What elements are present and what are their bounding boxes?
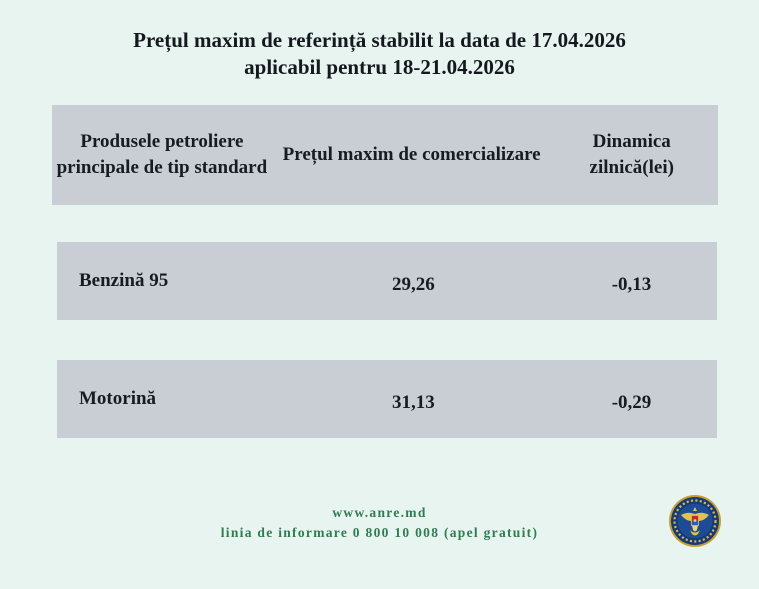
anre-moldova-emblem-icon [668,494,722,548]
max-price-value: 29,26 [392,274,435,295]
product-name: Motorină [79,388,157,409]
footer [0,503,759,543]
product-name: Benzină 95 [79,270,169,291]
website-text: www.anre.md [332,505,427,520]
header-max-price-column: Prețul maxim de comercializare [282,144,541,165]
header-products-column: Produsele petroliere principale de tip standard [56,131,268,178]
daily-dynamic-value: -0,29 [611,392,652,413]
table-header [52,105,718,205]
title-line-2: aplicabil pentru 18-21.04.2026 [244,55,515,79]
info-line-text: linia de informare 0 800 10 008 (apel gratuit) [220,525,539,540]
header-daily-dynamic-column: Dinamica zilnică(lei) [589,131,674,178]
table-row [57,360,717,438]
table-row [57,242,717,320]
daily-dynamic-value: -0,13 [611,274,652,295]
title-line-1: Prețul maxim de referință stabilit la data de 17.04.2026 [133,28,626,52]
max-price-value: 31,13 [392,392,435,413]
page-title [0,27,759,81]
